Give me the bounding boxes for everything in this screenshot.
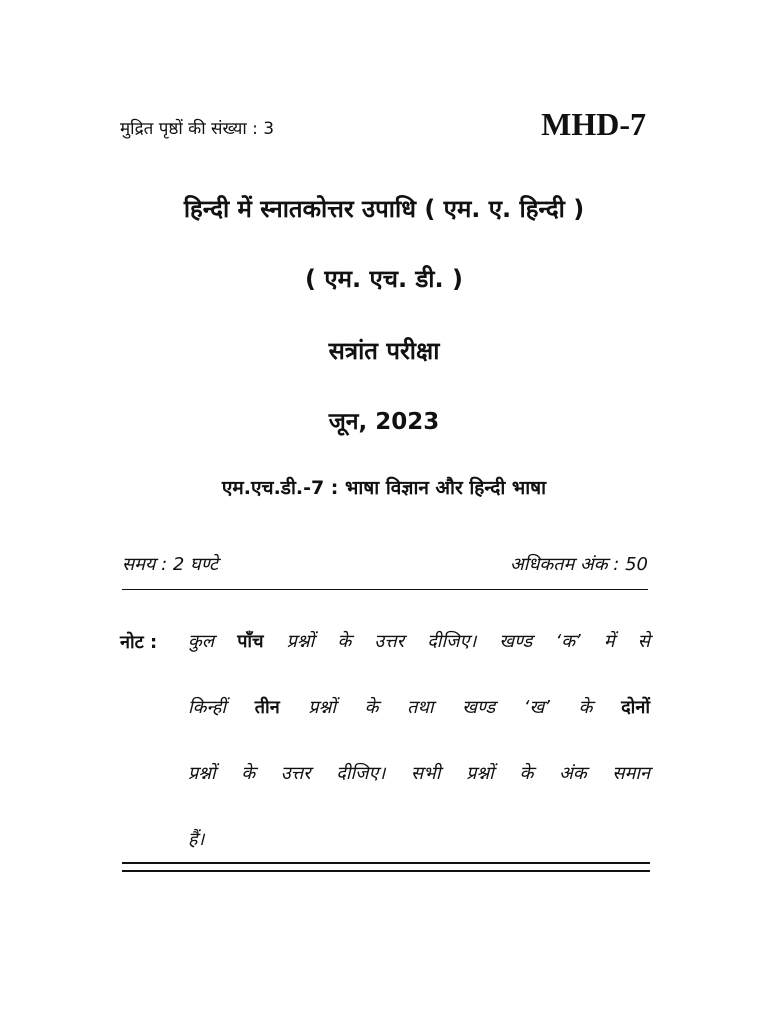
printed-pages-count: मुद्रित पृष्ठों की संख्या : 3 <box>120 119 275 139</box>
note-line-2: किन्हीं तीन प्रश्नों के तथा खण्ड ‘ख’ के दोनों <box>188 697 650 718</box>
note-line-4: हैं। <box>188 829 205 850</box>
exam-meta-row <box>122 552 648 580</box>
exam-session: जून, 2023 <box>328 409 440 435</box>
note-line-1: कुल पाँच प्रश्नों के उत्तर दीजिए। खण्ड ‘क’ में से <box>188 631 650 652</box>
note-line-3: प्रश्नों के उत्तर दीजिए। सभी प्रश्नों के अंक समान <box>188 763 650 784</box>
note-body <box>188 620 650 884</box>
emphasis-both: दोनों <box>621 697 650 718</box>
program-title: हिन्दी में स्नातकोत्तर उपाधि ( एम. ए. हिन्दी ) <box>183 195 585 223</box>
paper-title: एम.एच.डी.-7 : भाषा विज्ञान और हिन्दी भाषा <box>221 477 547 499</box>
course-code: MHD-7 <box>541 106 646 142</box>
exam-type: सत्रांत परीक्षा <box>328 337 440 365</box>
maximum-marks: अधिकतम अंक : 50 <box>509 554 648 575</box>
note-label: नोट : <box>120 632 158 653</box>
time-allowed: समय : 2 घण्टे <box>122 554 219 575</box>
emphasis-three: तीन <box>254 697 280 718</box>
double-divider-line <box>122 862 650 872</box>
divider-line <box>122 589 648 590</box>
header-row <box>120 106 646 146</box>
program-abbreviation: ( एम. एच. डी. ) <box>305 265 463 293</box>
emphasis-five: पाँच <box>237 631 264 652</box>
